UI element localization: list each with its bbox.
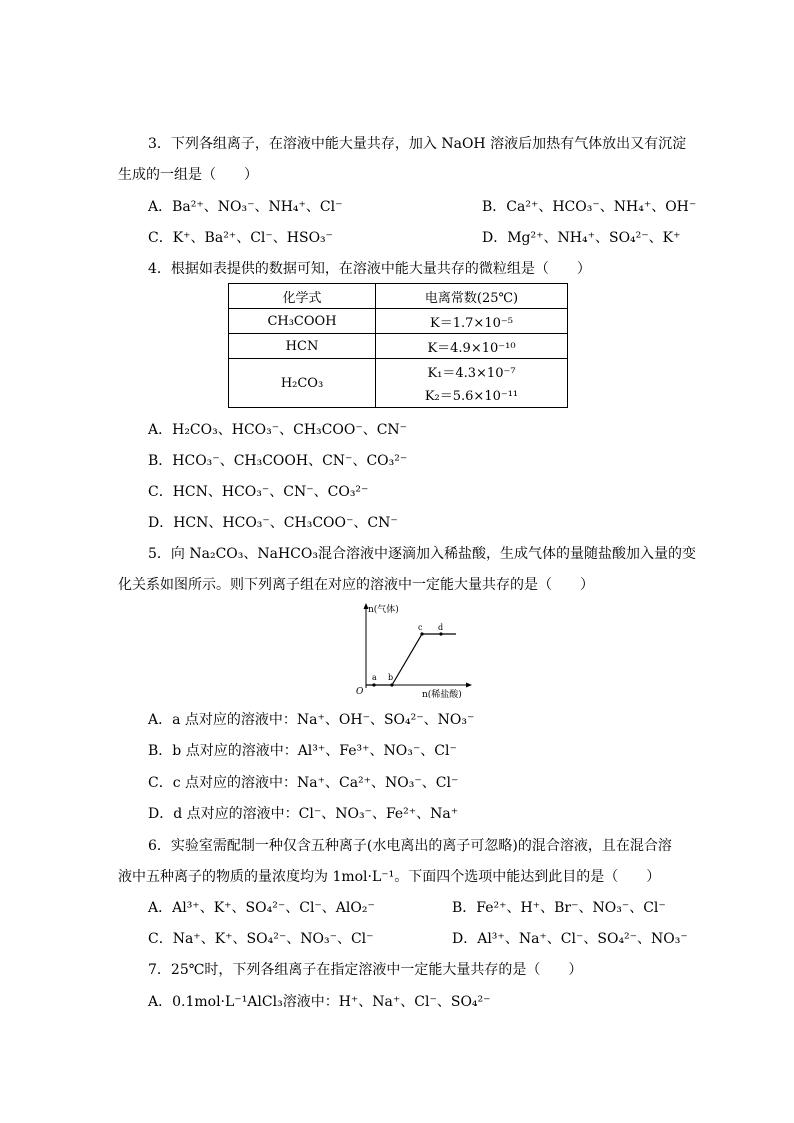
table-cell-formula: H₂CO₃ xyxy=(229,359,376,408)
table-header-cell: 电离常数(25℃) xyxy=(376,284,568,309)
table-row xyxy=(229,334,568,359)
q6-option-a: A．Al³⁺、K⁺、SO₄²⁻、Cl⁻、AlO₂⁻ xyxy=(148,900,375,916)
q5-stem-line1: 5．向 Na₂CO₃、NaHCO₃混合溶液中逐滴加入稀盐酸，生成气体的量随盐酸加入量的变 xyxy=(148,546,696,562)
q5-option-d: D．d 点对应的溶液中：Cl⁻、NO₃⁻、Fe²⁺、Na⁺ xyxy=(148,806,459,822)
q4-option-b: B．HCO₃⁻、CH₃COOH、CN⁻、CO₃²⁻ xyxy=(148,453,408,469)
q5-option-a: A．a 点对应的溶液中：Na⁺、OH⁻、SO₄²⁻、NO₃⁻ xyxy=(148,712,475,728)
q3-stem-line2: 生成的一组是（ ） xyxy=(118,167,258,183)
table-cell-constant: K＝4.9×10⁻¹⁰ xyxy=(376,334,568,359)
point-b xyxy=(390,683,393,686)
table-cell-formula: CH₃COOH xyxy=(229,309,376,334)
x-axis-label: n(稀盐酸) xyxy=(422,690,462,698)
q6-stem-line1: 6．实验室需配制一种仅含五种离子(水电离出的离子可忽略)的混合溶液，且在混合溶 xyxy=(148,838,672,854)
table-cell-constant-k2: K₂＝5.6×10⁻¹¹ xyxy=(424,389,519,404)
ionization-constant-table xyxy=(228,283,568,408)
table-cell-constant-k1: K₁＝4.3×10⁻⁷ xyxy=(427,366,516,381)
q3-stem-line1: 3．下列各组离子，在溶液中能大量共存，加入 NaOH 溶液后加热有气体放出又有沉淀 xyxy=(148,136,687,152)
table-header-row xyxy=(229,284,568,309)
y-axis-label: n(气体) xyxy=(368,605,399,615)
q4-stem: 4．根据如表提供的数据可知，在溶液中能大量共存的微粒组是（ ） xyxy=(148,261,591,277)
table-header-cell: 化学式 xyxy=(229,284,376,309)
point-a-label: a xyxy=(372,673,377,682)
table-cell-constant: K＝1.7×10⁻⁵ xyxy=(376,309,568,334)
q6-option-c: C．Na⁺、K⁺、SO₄²⁻、NO₃⁻、Cl⁻ xyxy=(148,931,374,947)
table-cell-constant xyxy=(376,359,568,408)
origin-label: O xyxy=(356,687,364,697)
q4-option-c: C．HCN、HCO₃⁻、CN⁻、CO₃²⁻ xyxy=(148,484,369,500)
q5-stem-line2: 化关系如图所示。则下列离子组在对应的溶液中一定能大量共存的是（ ） xyxy=(118,577,594,593)
gas-vs-acid-graph xyxy=(352,602,476,698)
curve-segment-rise xyxy=(392,634,422,685)
q3-option-d: D．Mg²⁺、NH₄⁺、SO₄²⁻、K⁺ xyxy=(482,230,681,246)
q7-option-a: A．0.1mol·L⁻¹AlCl₃溶液中：H⁺、Na⁺、Cl⁻、SO₄²⁻ xyxy=(148,994,491,1010)
q4-option-a: A．H₂CO₃、HCO₃⁻、CH₃COO⁻、CN⁻ xyxy=(148,422,408,438)
point-c xyxy=(420,632,423,635)
point-d-label: d xyxy=(438,623,444,632)
table-cell-formula: HCN xyxy=(229,334,376,359)
q6-option-d: D．Al³⁺、Na⁺、Cl⁻、SO₄²⁻、NO₃⁻ xyxy=(452,931,688,947)
table-row xyxy=(229,309,568,334)
table-row xyxy=(229,359,568,408)
point-d xyxy=(439,632,442,635)
q4-option-d: D．HCN、HCO₃⁻、CH₃COO⁻、CN⁻ xyxy=(148,515,398,531)
q6-stem-line2: 液中五种离子的物质的量浓度均为 1mol·L⁻¹。下面四个选项中能达到此目的是（ ） xyxy=(118,869,661,885)
point-c-label: c xyxy=(418,623,423,632)
q7-stem: 7．25℃时，下列各组离子在指定溶液中一定能大量共存的是（ ） xyxy=(148,962,583,978)
q3-option-b: B．Ca²⁺、HCO₃⁻、NH₄⁺、OH⁻ xyxy=(482,199,697,215)
point-b-label: b xyxy=(388,673,394,682)
x-axis-arrow xyxy=(466,683,472,688)
point-a xyxy=(372,683,375,686)
q3-option-c: C．K⁺、Ba²⁺、Cl⁻、HSO₃⁻ xyxy=(148,230,334,246)
q5-option-c: C．c 点对应的溶液中：Na⁺、Ca²⁺、NO₃⁻、Cl⁻ xyxy=(148,775,459,791)
q5-option-b: B．b 点对应的溶液中：Al³⁺、Fe³⁺、NO₃⁻、Cl⁻ xyxy=(148,743,457,759)
q6-option-b: B．Fe²⁺、H⁺、Br⁻、NO₃⁻、Cl⁻ xyxy=(452,900,666,916)
q3-option-a: A．Ba²⁺、NO₃⁻、NH₄⁺、Cl⁻ xyxy=(148,199,343,215)
